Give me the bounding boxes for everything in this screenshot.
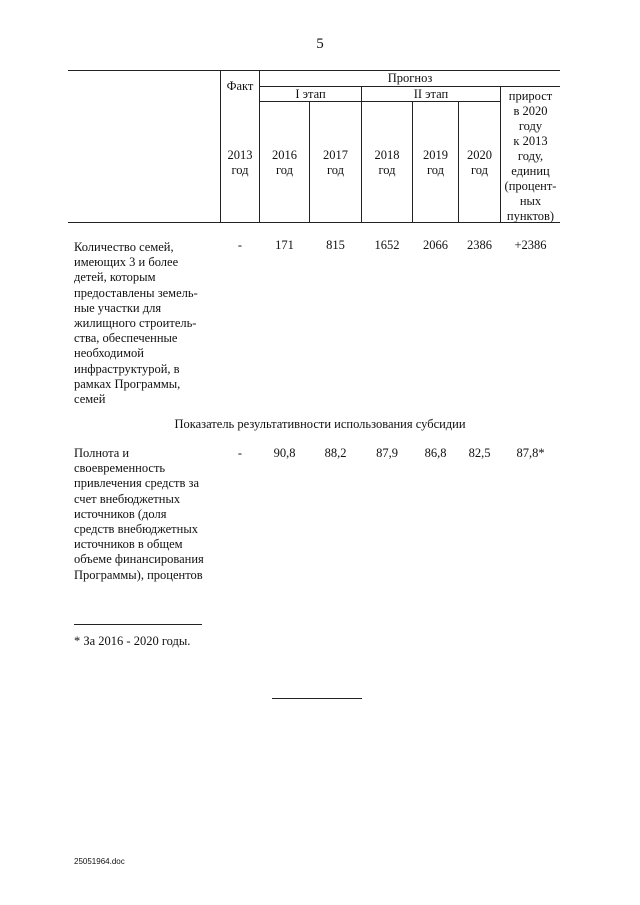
- cell-value: -: [237, 446, 243, 460]
- cell-value: 82,5: [468, 446, 491, 460]
- cell-value: 171: [275, 238, 294, 252]
- header-growth-line: единиц: [511, 164, 550, 178]
- year-unit: год: [326, 163, 345, 177]
- header-year-2018: [362, 148, 412, 178]
- row-label-families: [74, 240, 214, 407]
- year-label: 2018: [374, 148, 400, 162]
- header-year-2020: [459, 148, 500, 178]
- label-line: семей: [74, 392, 106, 407]
- label-line: предоставлены земель-: [74, 285, 198, 300]
- label-line: привлечения средств за: [74, 476, 199, 491]
- label-line: Полнота и: [74, 446, 130, 460]
- label-line: своевременность: [74, 461, 166, 476]
- label-line: Количество семей,: [74, 240, 174, 254]
- year-unit: год: [378, 163, 396, 177]
- year-unit: год: [231, 163, 249, 177]
- cell-value: 90,8: [273, 446, 296, 460]
- footnote: * За 2016 - 2020 годы.: [74, 634, 191, 648]
- year-label: 2020: [467, 148, 492, 162]
- year-label: 2017: [323, 148, 348, 162]
- header-growth-line: прирост: [508, 89, 553, 103]
- cell-value: +2386: [514, 238, 547, 252]
- end-rule: [272, 698, 362, 699]
- cell-value: 2386: [467, 238, 492, 252]
- header-growth-line: (процент-: [504, 179, 557, 193]
- label-line: необходимой: [74, 346, 144, 361]
- header-growth-line: ных: [519, 194, 542, 208]
- label-line: детей, которым: [74, 270, 156, 285]
- label-line: источников в общем: [74, 537, 183, 552]
- cell-value: -: [237, 238, 243, 252]
- header-fact: Факт: [226, 79, 254, 93]
- label-line: инфраструктурой, в: [74, 361, 180, 376]
- cell-value: 88,2: [324, 446, 347, 460]
- cell-value: 87,8*: [516, 446, 545, 460]
- document-filename: 25051964.doc: [74, 857, 125, 866]
- cell-value: 1652: [374, 238, 400, 252]
- label-line: ства, обеспеченные: [74, 331, 178, 346]
- cell-value: 815: [326, 238, 345, 252]
- year-unit: год: [275, 163, 294, 177]
- year-label: 2016: [272, 148, 297, 162]
- header-growth-line: пунктов): [506, 209, 555, 223]
- label-line: рамках Программы,: [74, 376, 181, 391]
- cell-value: 86,8: [424, 446, 447, 460]
- header-year-2017: [310, 148, 361, 178]
- header-growth-line: к 2013: [513, 134, 548, 148]
- header-forecast: Прогноз: [387, 71, 433, 85]
- label-line: объеме финансирования: [74, 552, 204, 567]
- year-unit: год: [470, 163, 489, 177]
- label-line: ные участки для: [74, 300, 162, 315]
- header-bottom-rule: [68, 222, 560, 223]
- year-label: 2013: [227, 148, 253, 162]
- header-growth-line: году: [518, 119, 543, 133]
- year-unit: год: [426, 163, 445, 177]
- row-label-funding: [74, 446, 214, 583]
- header-year-2016: [260, 148, 309, 178]
- label-line: жилищного строитель-: [74, 316, 197, 331]
- header-stage-1: I этап: [295, 87, 326, 101]
- year-label: 2019: [423, 148, 448, 162]
- cell-value: 87,9: [376, 446, 398, 460]
- section-title: Показатель результативности использования субсидии: [174, 417, 466, 431]
- footnote-separator: [74, 624, 202, 625]
- label-line: счет внебюджетных: [74, 491, 181, 506]
- label-line: Программы), процентов: [74, 567, 203, 582]
- header-growth-line: в 2020: [513, 104, 548, 118]
- header-growth-line: году,: [517, 149, 544, 163]
- header-growth: [501, 89, 560, 224]
- label-line: источников (доля: [74, 506, 167, 521]
- cell-value: 2066: [423, 238, 448, 252]
- page-number: 5: [316, 36, 324, 52]
- label-line: средств внебюджетных: [74, 522, 198, 537]
- header-year-2019: [413, 148, 458, 178]
- label-line: имеющих 3 и более: [74, 255, 179, 270]
- header-stage-2: II этап: [413, 87, 449, 101]
- header-year-2013: [221, 148, 259, 178]
